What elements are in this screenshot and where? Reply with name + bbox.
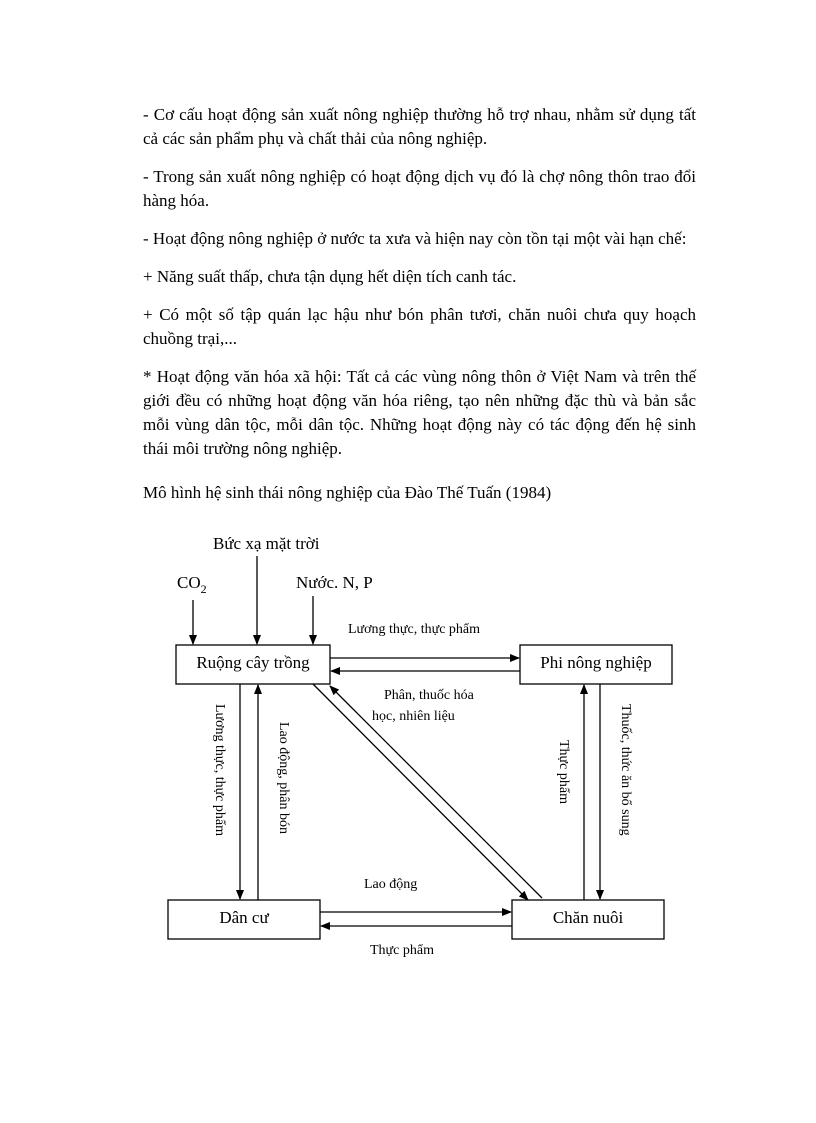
- paragraph-2: - Trong sản xuất nông nghiệp có hoạt động dịch vụ đó là chợ nông thôn trao đổi hàng hóa.: [143, 167, 696, 210]
- input-solar-label: Bức xạ mặt trời: [213, 534, 320, 553]
- input-co2-label: $CO_2$: [177, 573, 207, 596]
- paragraph-1: - Cơ cấu hoạt động sản xuất nông nghiệp thường hỗ trợ nhau, nhằm sử dụng tất cả các sản phẩm phụ và chất thải của nông nghiệp.: [143, 105, 696, 148]
- node-livestock-label: Chăn nuôi: [552, 907, 624, 927]
- edge-label-livestock-nonfarm: Thực phẩm: [556, 740, 571, 804]
- edge-label-population-crops: Lao động, phân bón: [276, 722, 291, 834]
- edge-label-crops-nonfarm: Lương thực, thực phẩm: [348, 622, 481, 637]
- diagram-caption: Mô hình hệ sinh thái nông nghiệp của Đào Thế Tuấn (1984): [143, 483, 552, 502]
- paragraph-3: - Hoạt động nông nghiệp ở nước ta xưa và hiện nay còn tồn tại một vài hạn chế:: [143, 229, 687, 248]
- edge-label-population-livestock: Lao động: [364, 877, 418, 892]
- paragraph-4: + Năng suất thấp, chưa tận dụng hết diện tích canh tác.: [143, 267, 517, 286]
- node-crops-label: Ruộng cây trồng: [196, 652, 310, 672]
- edge-label-livestock-population: Thực phẩm: [370, 943, 434, 958]
- input-water-label: Nước. N, P: [296, 573, 373, 592]
- edge-label-crops-population: Lương thực, thực phẩm: [212, 704, 227, 837]
- node-nonfarm-label: Phi nông nghiệp: [540, 652, 652, 672]
- edge-label-fertilizer-1: Phân, thuốc hóa: [384, 688, 474, 703]
- paragraph-5: + Có một số tập quán lạc hậu như bón phân tươi, chăn nuôi chưa quy hoạch chuồng trại,...: [143, 305, 696, 348]
- edge-label-fertilizer-2: học, nhiên liệu: [372, 709, 455, 724]
- node-population-label: Dân cư: [219, 907, 269, 927]
- paragraph-6: * Hoạt động văn hóa xã hội: Tất cả các vùng nông thôn ở Việt Nam và trên thế giới đều có những hoạt động văn hóa riêng, tạo nên những đặc thù và bản sắc mỗi vùng dân tộc, mỗi dân tộc. Những hoạt động này có tác động đến hệ sinh thái môi trường nông nghiệp.: [143, 367, 696, 458]
- edge-label-nonfarm-livestock: Thuốc, thức ăn bổ sung: [618, 704, 633, 836]
